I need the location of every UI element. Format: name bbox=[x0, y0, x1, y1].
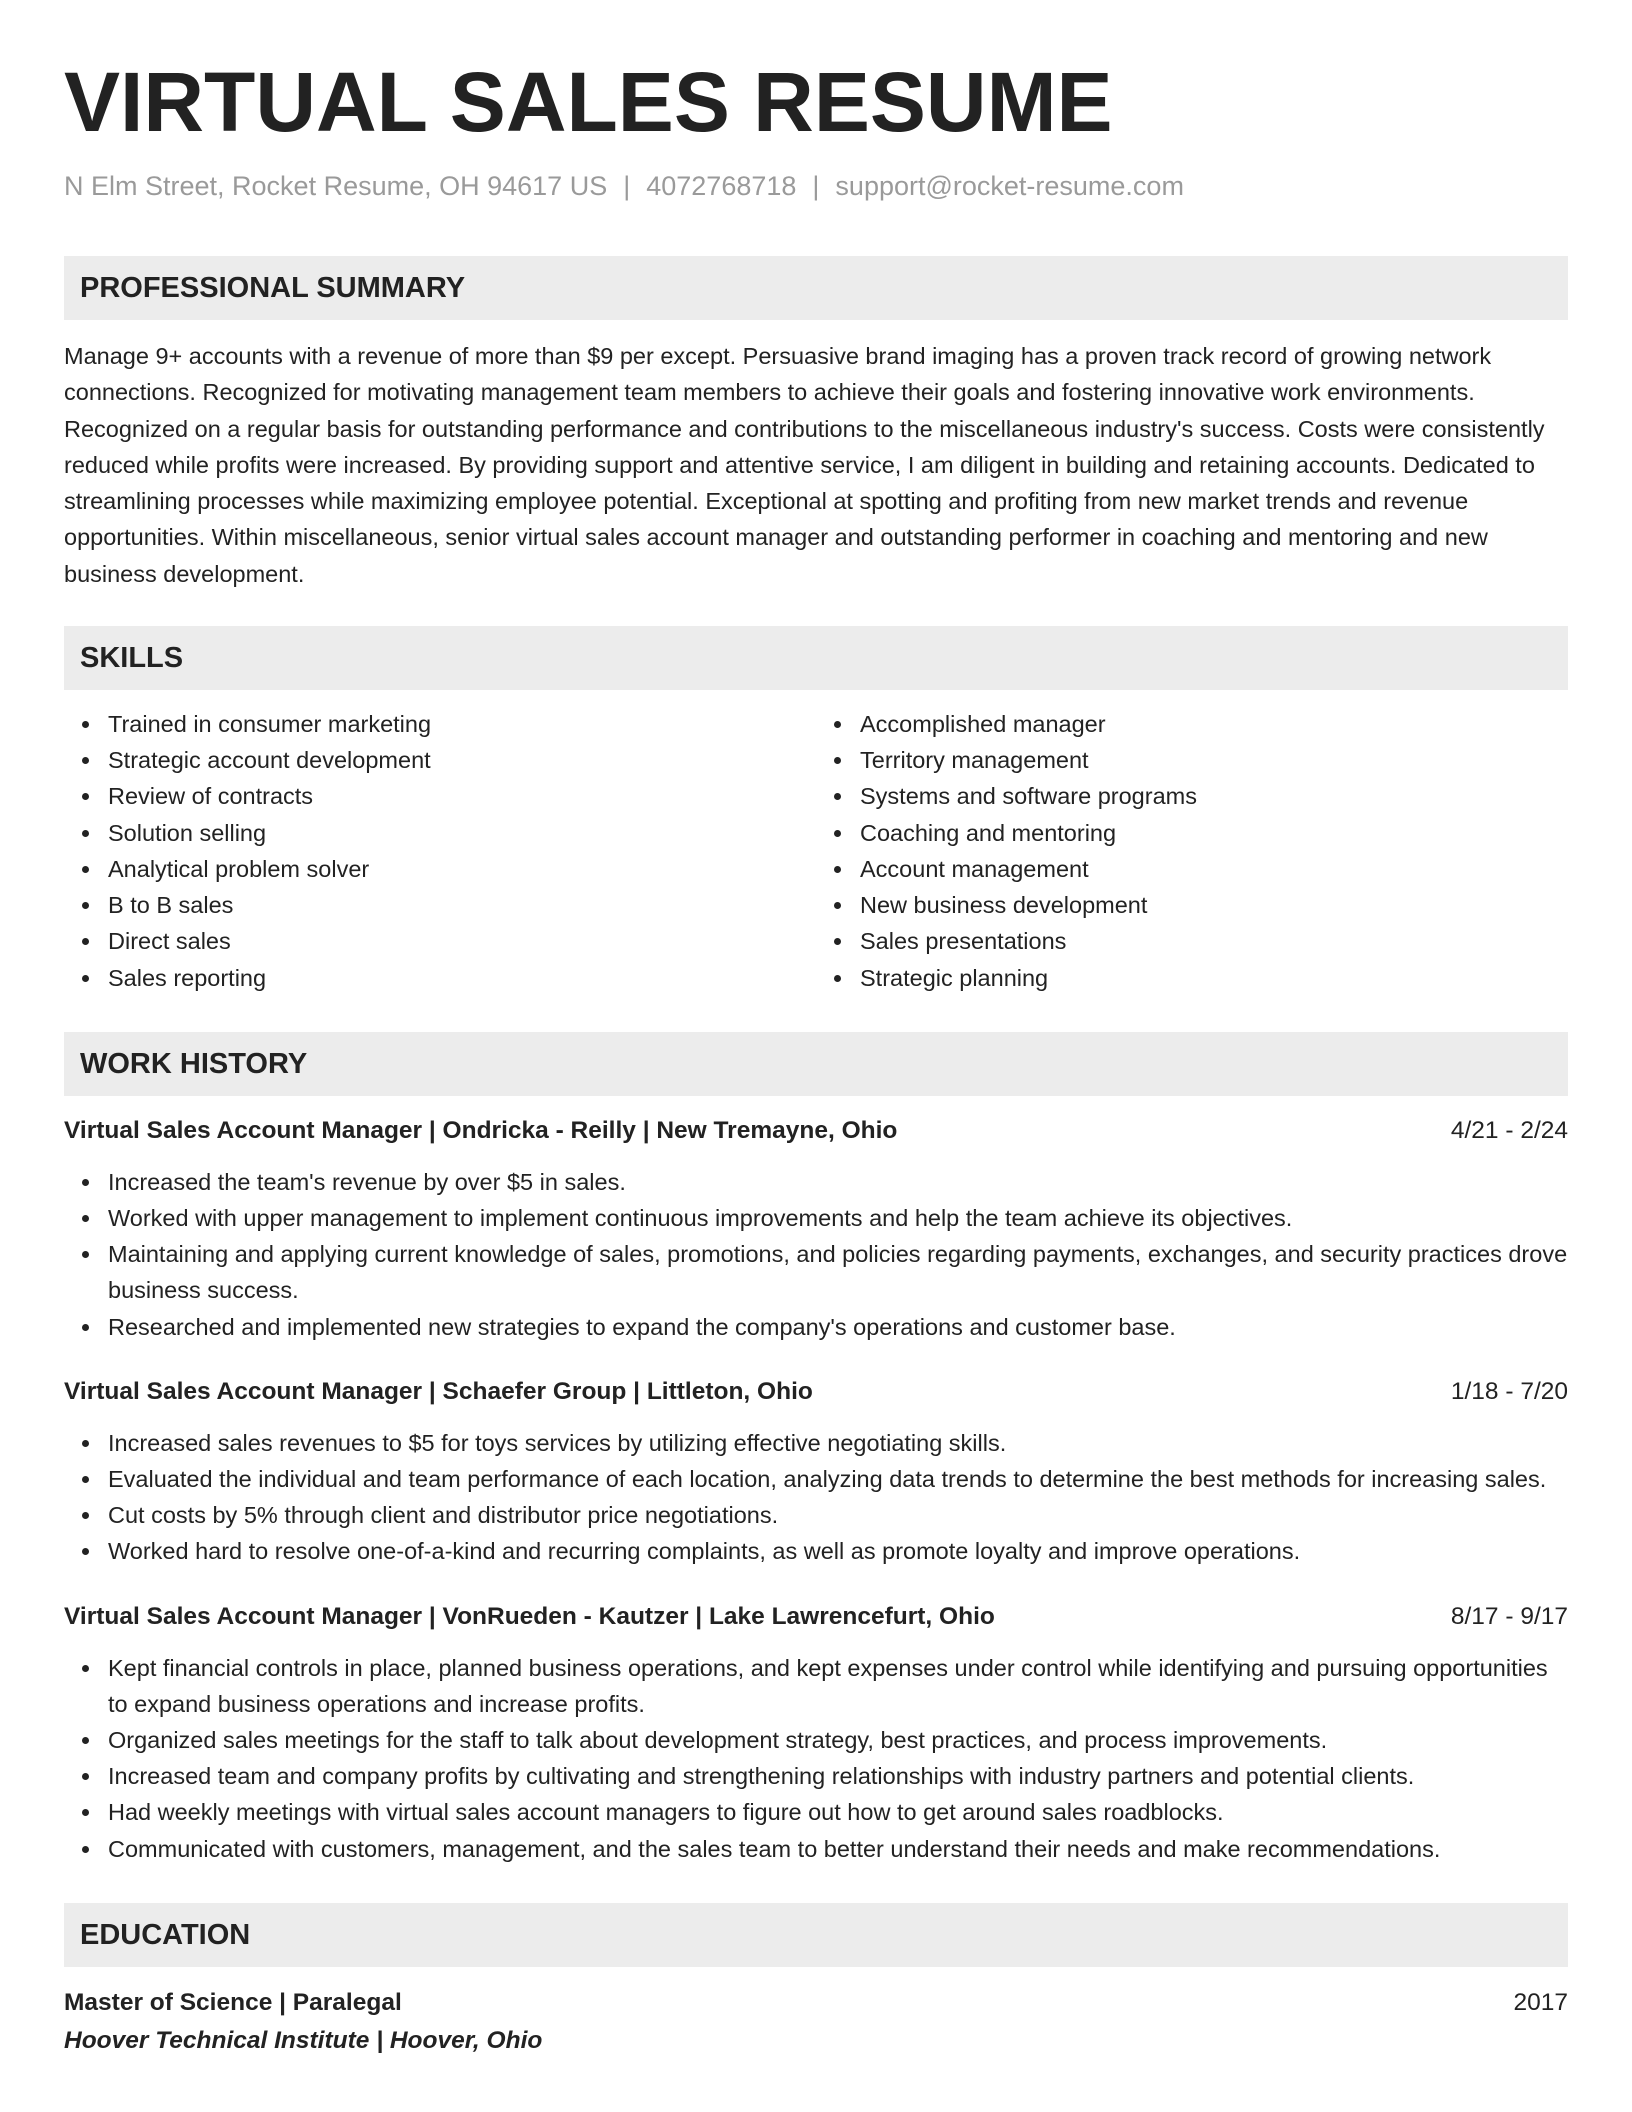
skill-item: Sales presentations bbox=[860, 923, 1568, 959]
summary-text: Manage 9+ accounts with a revenue of more than $9 per except. Persuasive brand imaging has a proven track record of growing network connections. Recognized for motivating management team members to achieve their goals and fostering innovative work environments. Recognized on a regular basis for outstanding performance and contributions to the miscellaneous industry's success. Costs were consistently reduced while profits were increased. By providing support and attentive service, I am diligent in building and retaining accounts. Dedicated to streamlining processes while maximizing employee potential. Exceptional at spotting and profiting from new market trends and revenue opportunities. Within miscellaneous, senior virtual sales account manager and outstanding performer in coaching and mentoring and new business development. bbox=[64, 343, 1545, 587]
skills-column-right bbox=[816, 706, 1568, 996]
skill-item: Strategic account development bbox=[108, 742, 816, 778]
job-title: Virtual Sales Account Manager | Ondricka - Reilly | New Tremayne, Ohio bbox=[64, 1116, 898, 1144]
contact-email: support@rocket-resume.com bbox=[835, 171, 1184, 201]
job-bullets bbox=[64, 1425, 1568, 1570]
job-bullets bbox=[64, 1650, 1568, 1867]
skill-item: B to B sales bbox=[108, 887, 816, 923]
job-entry bbox=[64, 1375, 1568, 1570]
skill-item: Systems and software programs bbox=[860, 778, 1568, 814]
job-bullet: Cut costs by 5% through client and distributor price negotiations. bbox=[108, 1497, 1568, 1533]
section-header-work-history: WORK HISTORY bbox=[64, 1032, 1568, 1096]
job-bullet: Worked with upper management to implement continuous improvements and help the team achieve its objectives. bbox=[108, 1200, 1568, 1236]
job-dates: 1/18 - 7/20 bbox=[1450, 1377, 1568, 1405]
job-dates: 4/21 - 2/24 bbox=[1450, 1116, 1568, 1144]
contact-address: N Elm Street, Rocket Resume, OH 94617 US bbox=[64, 171, 608, 201]
education-header bbox=[64, 1985, 1568, 2021]
education-year: 2017 bbox=[1513, 1988, 1568, 2016]
contact-phone: 4072768718 bbox=[646, 171, 797, 201]
skill-item: Accomplished manager bbox=[860, 706, 1568, 742]
job-entry bbox=[64, 1600, 1568, 1867]
skill-item: Direct sales bbox=[108, 923, 816, 959]
skill-item: Account management bbox=[860, 851, 1568, 887]
skill-item: Review of contracts bbox=[108, 778, 816, 814]
skill-item: Sales reporting bbox=[108, 960, 816, 996]
contact-line bbox=[64, 168, 1568, 204]
job-header bbox=[64, 1114, 1568, 1148]
skill-item: Coaching and mentoring bbox=[860, 815, 1568, 851]
job-bullet: Communicated with customers, management, and the sales team to better understand their needs and make recommendations. bbox=[108, 1831, 1568, 1867]
job-bullet: Kept financial controls in place, planned business operations, and kept expenses under control while identifying and pursuing opportunities to expand business operations and increase profits. bbox=[108, 1650, 1568, 1722]
job-bullet: Increased sales revenues to $5 for toys services by utilizing effective negotiating skills. bbox=[108, 1425, 1568, 1461]
education-entry bbox=[64, 1985, 1568, 2059]
education-degree: Master of Science | Paralegal bbox=[64, 1988, 402, 2016]
skill-item: Trained in consumer marketing bbox=[108, 706, 816, 742]
job-bullet: Increased the team's revenue by over $5 in sales. bbox=[108, 1164, 1568, 1200]
skill-item: Solution selling bbox=[108, 815, 816, 851]
job-title: Virtual Sales Account Manager | Schaefer Group | Littleton, Ohio bbox=[64, 1377, 813, 1405]
job-dates: 8/17 - 9/17 bbox=[1450, 1602, 1568, 1630]
contact-separator: | bbox=[812, 171, 820, 201]
skill-item: Analytical problem solver bbox=[108, 851, 816, 887]
job-bullet: Evaluated the individual and team performance of each location, analyzing data trends to determine the best methods for increasing sales. bbox=[108, 1461, 1568, 1497]
job-bullets bbox=[64, 1164, 1568, 1345]
skill-item: New business development bbox=[860, 887, 1568, 923]
resume-title: VIRTUAL SALES RESUME bbox=[64, 55, 1113, 149]
skill-item: Territory management bbox=[860, 742, 1568, 778]
section-header-summary: PROFESSIONAL SUMMARY bbox=[64, 256, 1568, 320]
job-bullet: Worked hard to resolve one-of-a-kind and recurring complaints, as well as promote loyalty and improve operations. bbox=[108, 1533, 1568, 1569]
job-bullet: Researched and implemented new strategies to expand the company's operations and customer base. bbox=[108, 1309, 1568, 1345]
skill-item: Strategic planning bbox=[860, 960, 1568, 996]
skills-column-left bbox=[64, 706, 816, 996]
job-header bbox=[64, 1600, 1568, 1634]
job-header bbox=[64, 1375, 1568, 1409]
job-bullet: Maintaining and applying current knowledge of sales, promotions, and policies regarding payments, exchanges, and security practices drove business success. bbox=[108, 1236, 1568, 1308]
contact-separator: | bbox=[623, 171, 631, 201]
section-header-education: EDUCATION bbox=[64, 1903, 1568, 1967]
education-school: Hoover Technical Institute | Hoover, Ohio bbox=[64, 2026, 543, 2054]
job-bullet: Had weekly meetings with virtual sales account managers to figure out how to get around sales roadblocks. bbox=[108, 1794, 1568, 1830]
section-header-skills: SKILLS bbox=[64, 626, 1568, 690]
job-bullet: Organized sales meetings for the staff to talk about development strategy, best practices, and process improvements. bbox=[108, 1722, 1568, 1758]
job-bullet: Increased team and company profits by cultivating and strengthening relationships with industry partners and potential clients. bbox=[108, 1758, 1568, 1794]
job-title: Virtual Sales Account Manager | VonRueden - Kautzer | Lake Lawrencefurt, Ohio bbox=[64, 1602, 995, 1630]
job-entry bbox=[64, 1114, 1568, 1345]
skills-grid bbox=[64, 706, 1568, 996]
